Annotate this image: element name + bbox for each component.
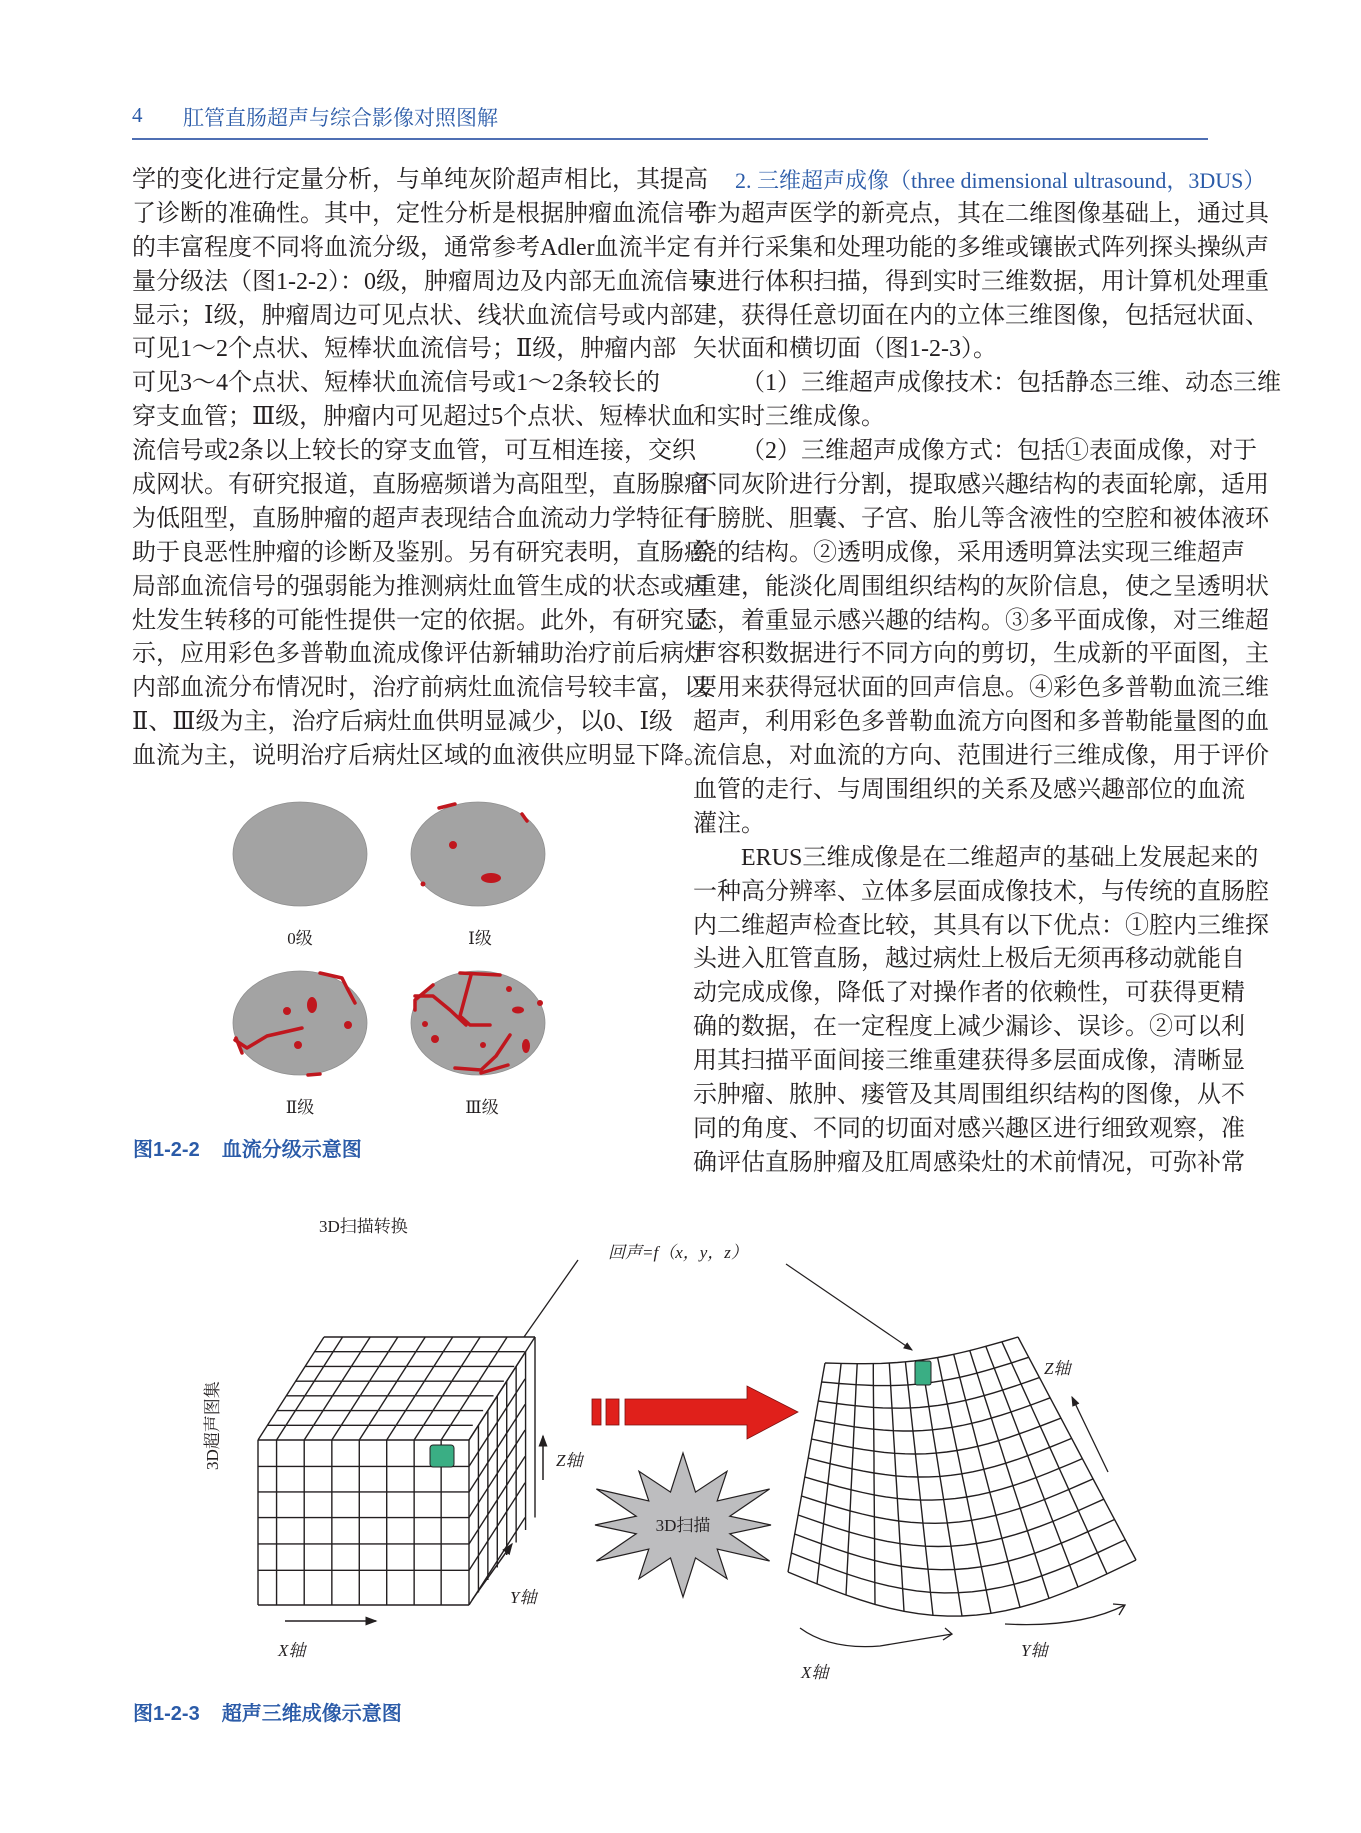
text-line: 学的变化进行定量分析，与单纯灰阶超声相比，其提高 — [132, 167, 708, 193]
vessel-line — [308, 1074, 320, 1075]
running-title: 肛管直肠超声与综合影像对照图解 — [183, 107, 498, 130]
grade-1-label: Ⅰ级 — [468, 929, 492, 948]
fan-x-label: X轴 — [801, 1663, 829, 1682]
cube-top-line — [359, 1337, 425, 1440]
scan-fan-mesh — [788, 1337, 1136, 1616]
fan-y-arrow — [1005, 1605, 1125, 1625]
fan-radial-line — [817, 1363, 841, 1584]
text-line: 的丰富程度不同将血流分级，通常参考Adler血流半定 — [132, 234, 691, 261]
text-line: 用其扫描平面间接三维重建获得多层面成像，清晰显 — [693, 1048, 1245, 1075]
caption-title: 超声三维成像示意图 — [221, 1703, 402, 1725]
vessel-blob — [481, 873, 501, 883]
fan-y-label: Y轴 — [1021, 1641, 1048, 1660]
text-line: 成网状。有研究报道，直肠癌频谱为高阻型，直肠腺瘤 — [132, 472, 708, 499]
fan-radial-line — [1018, 1337, 1136, 1560]
fan-echo-pointer — [786, 1264, 912, 1350]
text-line: ERUS三维成像是在二维超声的基础上发展起来的 — [741, 844, 1259, 871]
fan-arc-line — [808, 1438, 1071, 1477]
cube-top-line — [387, 1337, 453, 1440]
vessel-dot — [506, 986, 512, 992]
text-line: 矢状面和横切面（图1-2-3）。 — [693, 336, 997, 363]
fan-arc-line — [795, 1520, 1115, 1570]
voxel-cube — [258, 1337, 535, 1605]
fan-voxel-highlight — [915, 1361, 931, 1385]
text-line: 建，获得任意切面在内的立体三维图像，包括冠状面、 — [693, 302, 1269, 329]
fan-x-arrow — [800, 1628, 952, 1647]
scan-conversion-label: 3D扫描转换 — [319, 1217, 408, 1236]
figure-1-2-3-caption — [133, 1697, 424, 1726]
vessel-dot — [344, 1021, 352, 1029]
voxel-highlight — [430, 1445, 454, 1467]
text-line: 确的数据，在一定程度上减少漏诊、误诊。②可以利 — [693, 1014, 1245, 1041]
text-line: 态，着重显示感兴趣的结构。③多平面成像，对三维超 — [693, 607, 1269, 634]
text-line: 可见3～4个点状、短棒状血流信号或1～2条较长的 — [132, 370, 660, 397]
text-line: 量分级法（图1-2-2）：0级，肿瘤周边及内部无血流信号 — [132, 268, 712, 295]
vessel-blob — [307, 997, 317, 1013]
caption-number: 图1-2-3 — [133, 1703, 200, 1725]
text-line: 流信号或2条以上较长的穿支血管，可互相连接，交织 — [132, 438, 696, 465]
caption-number: 图1-2-2 — [133, 1139, 200, 1161]
text-line: 血流为主，说明治疗后病灶区域的血液供应明显下降。 — [132, 743, 708, 770]
fan-arc-line — [791, 1540, 1125, 1593]
page-number: 4 — [132, 103, 143, 127]
text-line: 不同灰阶进行分割，提取感兴趣结构的表面轮廓，适用 — [693, 472, 1269, 499]
text-line: 灶发生转移的可能性提供一定的依据。此外，有研究显 — [132, 607, 708, 634]
text-line: （1）三维超声成像技术：包括静态三维、动态三维 — [741, 370, 1281, 397]
y-axis-label: Y轴 — [510, 1588, 537, 1607]
vessel-dot — [449, 841, 457, 849]
section-heading: 2. 三维超声成像（three dimensional ultrasound，3DUS） — [735, 168, 1266, 193]
text-line: Ⅱ、Ⅲ级为主，治疗后病灶血供明显减少，以0、Ⅰ级 — [132, 709, 673, 736]
fan-radial-line — [846, 1364, 857, 1595]
text-line: 显示；Ⅰ级，肿瘤周边可见点状、线状血流信号或内部 — [132, 302, 694, 329]
text-line: 确评估直肠肿瘤及肛周感染灶的术前情况，可弥补常 — [693, 1149, 1245, 1176]
text-line: 局部血流信号的强弱能为推测病灶血管生成的状态或病 — [132, 573, 708, 600]
cube-top-line — [332, 1337, 398, 1440]
fan-radial-line — [889, 1363, 904, 1611]
fan-z-label: Z轴 — [1044, 1359, 1071, 1378]
figure-3d-ultrasound — [202, 1217, 1136, 1682]
fan-radial-line — [873, 1364, 875, 1605]
text-line: 流信息，对血流的方向、范围进行三维成像，用于评价 — [693, 743, 1269, 770]
text-line: 绕的结构。②透明成像，采用透明算法实现三维超声 — [693, 539, 1245, 566]
text-line: 可见1～2个点状、短棒状血流信号；Ⅱ级，肿瘤内部 — [132, 336, 677, 363]
text-line: 一种高分辨率、立体多层面成像技术，与传统的直肠腔 — [693, 878, 1269, 905]
text-line: 动完成成像，降低了对操作者的依赖性，可获得更精 — [693, 980, 1245, 1007]
vessel-dot — [431, 1035, 439, 1043]
text-line: 示，应用彩色多普勒血流成像评估新辅助治疗前后病灶 — [132, 641, 708, 668]
echo-formula-label: 回声=f（x，y，z） — [608, 1243, 748, 1262]
vessel-dot — [537, 1000, 543, 1006]
vessel-dot — [422, 1021, 428, 1027]
grade-3-label: Ⅲ级 — [465, 1098, 499, 1117]
text-line: 为低阻型，直肠肿瘤的超声表现结合血流动力学特征有 — [132, 505, 708, 532]
text-line: 血管的走行、与周围组织的关系及感兴趣部位的血流 — [693, 777, 1245, 804]
figure-1-2-2-caption — [133, 1133, 384, 1162]
fan-radial-line — [905, 1362, 933, 1616]
text-line: 穿支血管；Ⅲ级，肿瘤内可见超过5个点状、短棒状血 — [132, 404, 696, 431]
text-line: 同的角度、不同的切面对感兴趣区进行细致观察，准 — [693, 1115, 1245, 1142]
text-line: 声容积数据进行不同方向的剪切，生成新的平面图，主 — [693, 641, 1269, 668]
vessel-blob — [522, 1039, 530, 1053]
vessel-dot — [480, 1042, 486, 1048]
cube-top-line — [414, 1337, 480, 1440]
x-axis-label: X轴 — [278, 1641, 306, 1660]
text-line: 头进入肛管直肠，越过病灶上极后无须再移动就能自 — [693, 946, 1245, 973]
text-line: 要用来获得冠状面的回声信息。④彩色多普勒血流三维 — [693, 675, 1269, 702]
tumor-ellipse-grade-0 — [233, 802, 367, 906]
transform-arrow — [592, 1386, 798, 1439]
fan-radial-line — [788, 1363, 825, 1572]
text-line: 内二维超声检查比较，其具有以下优点：①腔内三维探 — [693, 912, 1269, 939]
text-line: 有并行采集和处理功能的多维或镶嵌式阵列探头操纵声 — [693, 234, 1269, 261]
text-line: 于膀胱、胆囊、子宫、胎儿等含液性的空腔和被体液环 — [693, 505, 1269, 532]
cube-top-line — [277, 1337, 343, 1440]
text-line: 超声，利用彩色多普勒血流方向图和多普勒能量图的血 — [693, 709, 1269, 736]
text-line: 了诊断的准确性。其中，定性分析是根据肿瘤血流信号 — [132, 200, 708, 227]
text-line: 灌注。 — [693, 810, 765, 837]
text-line: 作为超声医学的新亮点，其在二维图像基础上，通过具 — [693, 200, 1269, 227]
grade-2-label: Ⅱ级 — [285, 1098, 315, 1117]
vessel-dot — [421, 882, 426, 887]
scan-label: 3D扫描 — [655, 1516, 711, 1535]
echo-pointer-line — [524, 1260, 578, 1337]
text-line: 内部血流分布情况时，治疗前病灶血流信号较丰富，以 — [132, 675, 708, 702]
text-line: 重建，能淡化周围组织结构的灰阶信息，使之呈透明状 — [693, 573, 1269, 600]
vessel-dot — [283, 1007, 291, 1015]
z-axis-label: Z轴 — [556, 1451, 583, 1470]
text-line: 示肿瘤、脓肿、瘘管及其周围组织结构的图像，从不 — [693, 1082, 1245, 1109]
text-line: 助于良恶性肿瘤的诊断及鉴别。另有研究表明，直肠癌 — [132, 539, 708, 566]
vessel-blob — [512, 1007, 524, 1014]
text-line: （2）三维超声成像方式：包括①表面成像，对于 — [741, 438, 1257, 465]
fan-arc-line — [825, 1337, 1018, 1364]
vessel-dot — [294, 1041, 302, 1049]
fan-arc-line — [805, 1459, 1083, 1501]
grade-0-label: 0级 — [287, 929, 313, 948]
fan-radial-line — [922, 1360, 963, 1616]
vessel-line — [460, 973, 500, 975]
caption-title: 血流分级示意图 — [221, 1139, 362, 1161]
text-line: 和实时三维成像。 — [693, 404, 885, 431]
fan-arc-line — [802, 1479, 1094, 1523]
ultrasound-atlas-label: 3D超声图集 — [203, 1381, 222, 1470]
text-line: 束进行体积扫描，得到实时三维数据，用计算机处理重 — [693, 268, 1269, 295]
